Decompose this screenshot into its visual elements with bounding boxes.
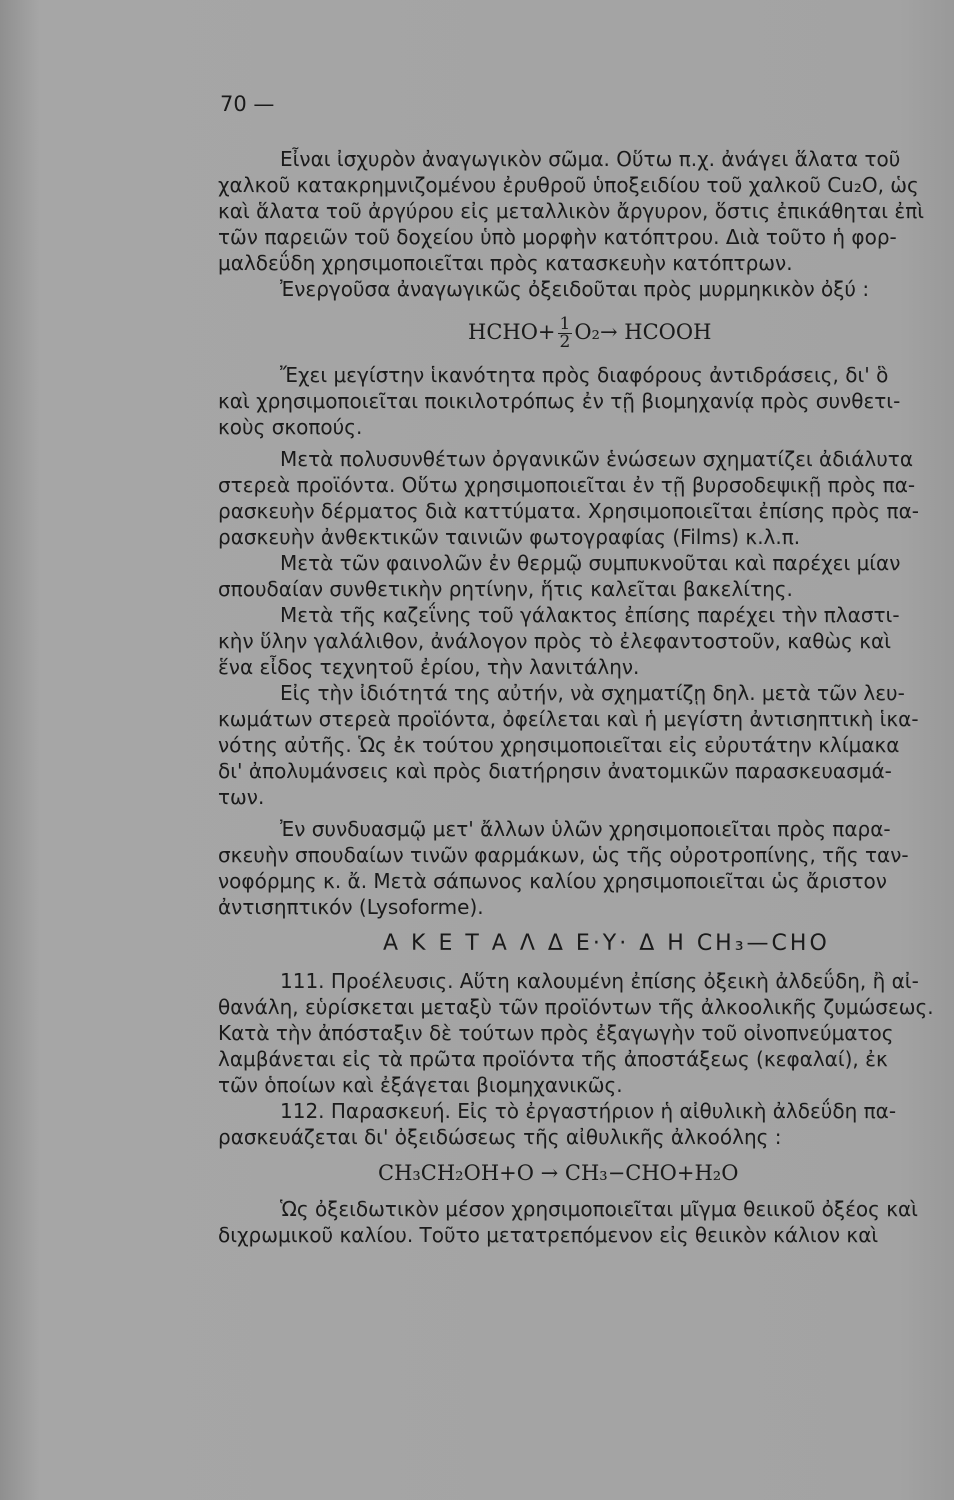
text-line: νοφόρμης κ. ἄ. Μετὰ σάπωνος καλίου χρησιμοποιεῖται ὡς ἄριστον: [218, 869, 887, 893]
text-line: κωμάτων στερεὰ προϊόντα, ὀφείλεται καὶ ἡ μεγίστη ἀντισηπτικὴ ἱκα-: [218, 707, 919, 731]
fraction-denominator: 2: [559, 332, 571, 352]
fraction-numerator: 1: [559, 314, 571, 334]
text-line: Εἰς τὴν ἰδιότητά της αὐτήν, νὰ σχηματίζῃ δηλ. μετὰ τῶν λευ-: [280, 681, 905, 705]
formula-formaldehyde-oxidation: [218, 302, 954, 362]
text-line: λαμβάνεται εἰς τὰ πρῶτα προϊόντα τῆς ἀποστάξεως (κεφαλαί), ἐκ: [218, 1047, 888, 1071]
text-line: διχρωμικοῦ καλίου. Τοῦτο μετατρεπόμενον εἰς θειικὸν κάλιον καὶ: [218, 1223, 879, 1247]
section-heading: Α Κ Ε Τ Α Λ Δ Ε·Υ· Δ Η CH₃—CHO: [383, 931, 830, 956]
text-line: ρασκευὴν ἀνθεκτικῶν ταινιῶν φωτογραφίας (Films) κ.λ.π.: [218, 525, 801, 549]
text-line: μαλδεΰδη χρησιμοποιεῖται πρὸς κατασκευὴν κατόπτρων.: [218, 251, 793, 275]
text-line: ἕνα εἶδος τεχνητοῦ ἐρίου, τὴν λανιτάλην.: [218, 655, 640, 679]
page-body: [218, 146, 954, 1248]
text-line: Μετὰ τῆς καζεΐνης τοῦ γάλακτος ἐπίσης παρέχει τὴν πλαστι-: [280, 603, 900, 627]
text-line: Ἐν συνδυασμῷ μετ' ἄλλων ὑλῶν χρησιμοποιεῖται πρὸς παρα-: [280, 817, 891, 841]
text-line: ἀντισηπτικόν (Lysoforme).: [218, 895, 484, 919]
text-line: τῶν ὁποίων καὶ ἐξάγεται βιομηχανικῶς.: [218, 1073, 623, 1097]
text-line: Κατὰ τὴν ἀπόσταξιν δὲ τούτων πρὸς ἐξαγωγὴν τοῦ οἰνοπνεύματος: [218, 1021, 894, 1045]
text-line: των.: [218, 785, 265, 809]
text-line: ρασκευὴν δέρματος διὰ καττύματα. Χρησιμοποιεῖται ἐπίσης πρὸς πα-: [218, 499, 919, 523]
text-line: καὶ χρησιμοποιεῖται ποικιλοτρόπως ἐν τῇ βιομηχανίᾳ πρὸς συνθετι-: [218, 389, 901, 413]
text-line: Ἐνεργοῦσα ἀναγωγικῶς ὀξειδοῦται πρὸς μυρμηκικὸν ὀξύ :: [280, 277, 870, 301]
text-line: Εἶναι ἰσχυρὸν ἀναγωγικὸν σῶμα. Οὕτω π.χ. ἀνάγει ἅλατα τοῦ: [280, 147, 901, 171]
text-line: σπουδαίαν συνθετικὴν ρητίνην, ἥτις καλεῖται βακελίτης.: [218, 577, 793, 601]
formula-right: O₂→ HCOOH: [574, 320, 712, 344]
fraction: [558, 316, 573, 351]
formula-left: HCHO+: [468, 320, 556, 344]
text-line: 112. Παρασκευή. Εἰς τὸ ἐργαστήριον ἡ αἰθυλικὴ ἀλδεΰδη πα-: [280, 1099, 897, 1123]
text-line: θανάλη, εὑρίσκεται μεταξὺ τῶν προϊόντων τῆς ἀλκοολικῆς ζυμώσεως.: [218, 995, 934, 1019]
text-line: δι' ἀπολυμάνσεις καὶ πρὸς διατήρησιν ἀνατομικῶν παρασκευασμά-: [218, 759, 892, 783]
text-line: καὶ ἅλατα τοῦ ἀργύρου εἰς μεταλλικὸν ἄργυρον, ὅστις ἐπικάθηται ἐπὶ: [218, 199, 925, 223]
text-line: τῶν παρειῶν τοῦ δοχείου ὑπὸ μορφὴν κατόπτρου. Διὰ τοῦτο ἡ φορ-: [218, 225, 897, 249]
text-line: Ἔχει μεγίστην ἱκανότητα πρὸς διαφόρους ἀντιδράσεις, δι' ὃ: [280, 363, 889, 387]
text-line: νότης αὐτῆς. Ὡς ἐκ τούτου χρησιμοποιεῖται εἰς εὐρυτάτην κλίμακα: [218, 733, 900, 757]
text-line: στερεὰ προϊόντα. Οὕτω χρησιμοποιεῖται ἐν τῇ βυρσοδεψικῇ πρὸς πα-: [218, 473, 916, 497]
text-line: χαλκοῦ κατακρημνιζομένου ἐρυθροῦ ὑποξειδίου τοῦ χαλκοῦ Cu₂O, ὡς: [218, 173, 919, 197]
text-line: Μετὰ πολυσυνθέτων ὀργανικῶν ἑνώσεων σχηματίζει ἀδιάλυτα: [280, 447, 914, 471]
text-line: Μετὰ τῶν φαινολῶν ἐν θερμῷ συμπυκνοῦται καὶ παρέχει μίαν: [280, 551, 901, 575]
text-line: κοὺς σκοπούς.: [218, 415, 363, 439]
formula-ethanol-oxidation: CH₃CH₂OH+O → CH₃−CHO+H₂O: [378, 1161, 739, 1185]
text-line: 111. Προέλευσις. Αὕτη καλουμένη ἐπίσης ὀξεικὴ ἀλδεΰδη, ἢ αἰ-: [280, 969, 919, 993]
text-line: Ὡς ὀξειδωτικὸν μέσον χρησιμοποιεῖται μῖγμα θειικοῦ ὀξέος καὶ: [280, 1197, 918, 1221]
page-number: 70 —: [220, 92, 275, 116]
text-line: ρασκευάζεται δι' ὀξειδώσεως τῆς αἰθυλικῆς ἀλκοόλης :: [218, 1125, 782, 1149]
text-line: σκευὴν σπουδαίων τινῶν φαρμάκων, ὡς τῆς οὐροτροπίνης, τῆς ταν-: [218, 843, 909, 867]
text-line: κὴν ὕλην γαλάλιθον, ἀνάλογον πρὸς τὸ ἐλεφαντοστοῦν, καθὼς καὶ: [218, 629, 892, 653]
